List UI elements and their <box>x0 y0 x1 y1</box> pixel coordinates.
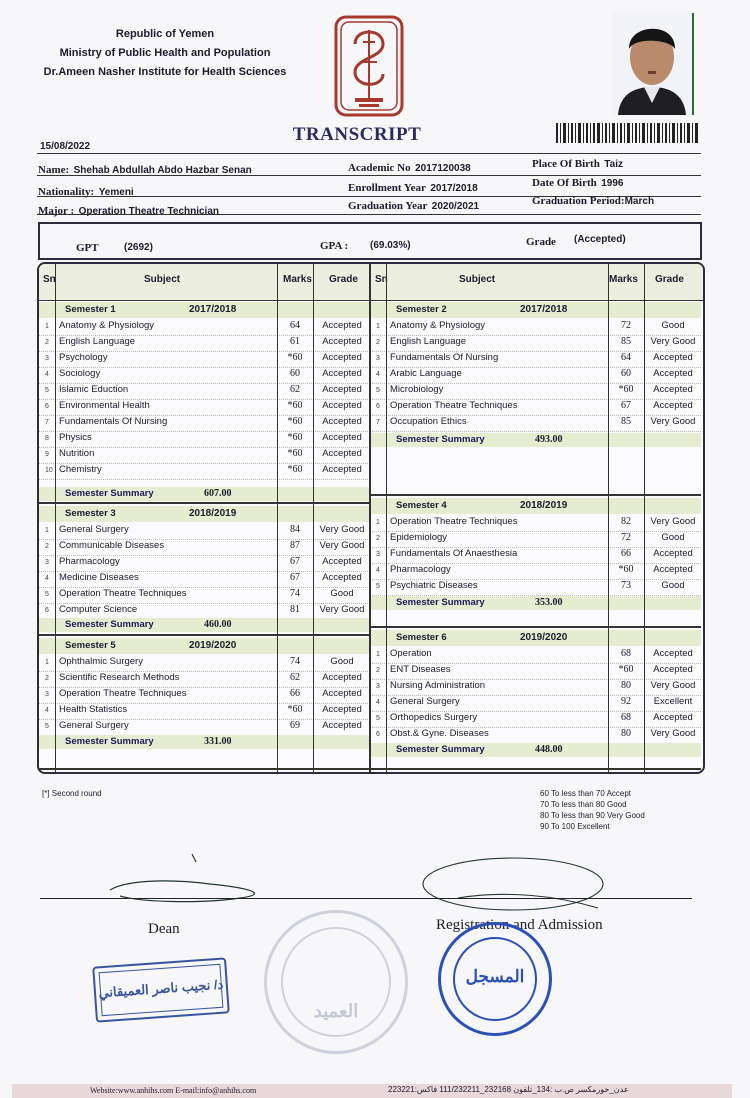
subject-marks: *60 <box>287 448 303 459</box>
col-subject: Subject <box>144 274 181 285</box>
subject-name: Fundamentals Of Nursing <box>390 352 499 363</box>
subject-grade: Good <box>661 320 685 331</box>
row-number: 1 <box>376 323 380 330</box>
subject-grade: Accepted <box>653 400 693 411</box>
subject-grade: Good <box>330 656 354 667</box>
row-number: 2 <box>376 667 380 674</box>
subject-marks: *60 <box>287 704 303 715</box>
subject-grade: Accepted <box>322 368 362 379</box>
subject-grade: Accepted <box>322 320 362 331</box>
second-round-note: [*] Second round <box>42 789 102 798</box>
subject-marks: 72 <box>621 320 631 331</box>
column-line-sn-2 <box>386 264 387 772</box>
legend-item: 60 To less than 70 Accept <box>540 789 632 798</box>
subject-name: Environmental Health <box>59 400 150 411</box>
semester-title: Semester 1 <box>65 304 116 315</box>
row-number: 3 <box>45 355 49 362</box>
row-number: 6 <box>45 607 49 614</box>
grade-value: (Accepted) <box>574 234 626 245</box>
semester-summary-value: 460.00 <box>204 619 232 630</box>
subject-marks: *60 <box>618 664 634 675</box>
nationality-label: Nationality: <box>38 186 95 198</box>
subject-grade: Very Good <box>650 336 696 347</box>
place-of-birth: Taiz <box>604 159 623 170</box>
subject-grade: Accepted <box>653 712 693 723</box>
subject-name: Orthopedics Surgery <box>390 712 478 723</box>
subject-grade: Accepted <box>322 336 362 347</box>
row-number: 3 <box>376 355 380 362</box>
document-title: TRANSCRIPT <box>292 124 422 145</box>
subject-marks: 68 <box>621 712 631 723</box>
subject-name: Sociology <box>59 368 101 379</box>
subject-grade: Very Good <box>650 728 696 739</box>
col-grade-2: Grade <box>655 274 684 285</box>
subject-grade: Good <box>330 588 354 599</box>
semester-divider <box>39 768 370 770</box>
place-of-birth-label: Place Of Birth <box>532 158 600 170</box>
footer-address: عدن_خورمكسر ص.ب :134_تلفون 232168_111/232211 فاكس:223221 <box>388 1085 629 1094</box>
column-line-subject <box>277 264 278 772</box>
row-number: 6 <box>376 731 380 738</box>
subject-grade: Very Good <box>319 524 365 535</box>
subject-name: Scientific Research Methods <box>59 672 180 683</box>
subject-name: Operation Theatre Techniques <box>390 516 518 527</box>
row-number: 3 <box>45 691 49 698</box>
subject-marks: 84 <box>290 524 300 535</box>
grade-legend <box>540 788 645 832</box>
subject-marks: *60 <box>618 564 634 575</box>
semester-summary-value: 493.00 <box>535 434 563 445</box>
semester-divider <box>39 634 370 636</box>
major: Operation Theatre Technician <box>78 206 220 217</box>
row-number: 7 <box>45 419 49 426</box>
semester-summary-value: 448.00 <box>535 744 563 755</box>
subject-grade: Very Good <box>319 604 365 615</box>
subject-marks: 67 <box>290 556 300 567</box>
subject-name: Psychiatric Diseases <box>390 580 478 591</box>
row-number: 5 <box>45 591 49 598</box>
subject-grade: Excellent <box>653 696 693 707</box>
date-of-birth-label: Date Of Birth <box>532 177 597 189</box>
subject-marks: 62 <box>290 672 300 683</box>
row-number: 1 <box>45 527 49 534</box>
subject-name: Nursing Administration <box>390 680 486 691</box>
subject-name: Medicine Diseases <box>59 572 139 583</box>
row-number: 7 <box>376 419 380 426</box>
semester-summary-label: Semester Summary <box>65 488 154 499</box>
row-number: 4 <box>45 371 49 378</box>
subject-marks: 73 <box>621 580 631 591</box>
row-number: 5 <box>45 387 49 394</box>
subject-marks: 68 <box>621 648 631 659</box>
subject-grade: Accepted <box>653 648 693 659</box>
academic-no: 2017120038 <box>415 163 471 174</box>
subject-grade: Accepted <box>653 548 693 559</box>
row-number: 4 <box>376 371 380 378</box>
subject-marks: 62 <box>290 384 300 395</box>
gpt-label: GPT <box>76 242 99 254</box>
subject-grade: Accepted <box>653 564 693 575</box>
nationality: Yemeni <box>98 187 134 198</box>
subject-name: Ophthalmic Surgery <box>59 656 143 667</box>
subject-marks: 85 <box>621 336 631 347</box>
subject-marks: 74 <box>290 656 300 667</box>
subject-name: Anatomy & Physiology <box>59 320 155 331</box>
row-number: 2 <box>376 535 380 542</box>
subject-name: Health Statistics <box>59 704 128 715</box>
semester-year: 2018/2019 <box>189 508 237 519</box>
subject-marks: *60 <box>287 464 303 475</box>
enrollment-year: 2017/2018 <box>430 183 478 194</box>
graduation-period-label: Graduation Period: <box>532 195 625 207</box>
stamp-text: د/ نجيب ناصر العميقاني <box>98 976 224 1001</box>
row-number: 1 <box>376 519 380 526</box>
subject-name: General Surgery <box>390 696 460 707</box>
subject-name: Operation <box>390 648 432 659</box>
semester-divider <box>370 494 701 496</box>
row-number: 6 <box>376 403 380 410</box>
subject-marks: 66 <box>621 548 631 559</box>
issue-date: 15/08/2022 <box>40 141 91 152</box>
graduation-year-label: Graduation Year <box>348 200 428 212</box>
subject-marks: 80 <box>621 728 631 739</box>
row-number: 8 <box>45 435 49 442</box>
row-number: 1 <box>45 323 49 330</box>
subject-grade: Accepted <box>322 720 362 731</box>
semester-divider <box>39 502 370 504</box>
subject-name: English Language <box>390 336 467 347</box>
subject-grade: Accepted <box>322 352 362 363</box>
subject-name: Operation Theatre Techniques <box>390 400 518 411</box>
semester-summary-value: 607.00 <box>204 488 232 499</box>
dean-seal <box>264 910 408 1054</box>
semester-year: 2017/2018 <box>189 304 237 315</box>
row-number: 2 <box>376 339 380 346</box>
dean-label: Dean <box>148 921 180 937</box>
col-sn: Sn <box>43 274 56 285</box>
seal-text: المسجل <box>465 967 525 986</box>
subject-marks: 80 <box>621 680 631 691</box>
row-number: 9 <box>45 451 49 458</box>
legend-item: 80 To less than 90 Very Good <box>540 811 645 820</box>
row-number: 5 <box>376 387 380 394</box>
subject-grade: Very Good <box>319 540 365 551</box>
subject-marks: *60 <box>287 416 303 427</box>
semester-divider <box>370 768 701 770</box>
subject-grade: Accepted <box>322 448 362 459</box>
semester-year: 2019/2020 <box>520 632 568 643</box>
col-subject-2: Subject <box>459 274 496 285</box>
row-divider <box>39 479 370 480</box>
row-number: 5 <box>376 715 380 722</box>
subject-name: Operation Theatre Techniques <box>59 588 187 599</box>
subject-grade: Accepted <box>322 704 362 715</box>
subject-name: Fundamentals Of Nursing <box>59 416 168 427</box>
subject-name: General Surgery <box>59 524 129 535</box>
graduation-year: 2020/2021 <box>431 201 480 212</box>
subject-name: Pharmacology <box>59 556 120 567</box>
semester-year: 2018/2019 <box>520 500 568 511</box>
subject-name: Physics <box>59 432 92 443</box>
subject-marks: 60 <box>290 368 300 379</box>
subject-grade: Accepted <box>322 672 362 683</box>
semester-title: Semester 4 <box>396 500 447 511</box>
subject-marks: 61 <box>290 336 300 347</box>
subject-marks: 67 <box>621 400 631 411</box>
row-number: 5 <box>45 723 49 730</box>
subject-marks: 64 <box>621 352 631 363</box>
semester-summary-label: Semester Summary <box>396 434 485 445</box>
legend-item: 90 To 100 Excellent <box>540 822 610 831</box>
col-sn-2: Sn <box>375 274 388 285</box>
row-number: 10 <box>45 467 53 474</box>
semester-year: 2017/2018 <box>520 304 568 315</box>
institute-logo <box>333 14 405 118</box>
row-number: 4 <box>45 707 49 714</box>
subject-name: Operation Theatre Techniques <box>59 688 187 699</box>
semester-summary-label: Semester Summary <box>396 597 485 608</box>
name-label: Name: <box>38 164 70 176</box>
subject-name: Chemistry <box>59 464 102 475</box>
row-number: 4 <box>376 567 380 574</box>
subject-marks: 60 <box>621 368 631 379</box>
subject-name: General Surgery <box>59 720 129 731</box>
subject-marks: *60 <box>618 384 634 395</box>
subject-marks: 66 <box>290 688 300 699</box>
semester-year: 2019/2020 <box>189 640 237 651</box>
subject-name: Pharmacology <box>390 564 451 575</box>
subject-marks: 72 <box>621 532 631 543</box>
semester-title: Semester 2 <box>396 304 447 315</box>
subject-name: Computer Science <box>59 604 138 615</box>
ministry-name: Ministry of Public Health and Population <box>59 47 271 59</box>
semester-divider <box>370 626 701 628</box>
major-label: Major : <box>38 205 75 217</box>
subject-grade: Very Good <box>650 680 696 691</box>
subject-marks: *60 <box>287 352 303 363</box>
subject-name: ENT Diseases <box>390 664 451 675</box>
semester-title: Semester 6 <box>396 632 447 643</box>
grade-label: Grade <box>526 236 556 248</box>
column-line-marks-2 <box>644 264 645 772</box>
column-line-sn <box>55 264 56 772</box>
footer-contact: Website:www.anhihs.com E-mail:info@anhihs.com <box>90 1086 257 1095</box>
subject-grade: Accepted <box>653 384 693 395</box>
subject-marks: 67 <box>290 572 300 583</box>
row-number: 4 <box>45 575 49 582</box>
registration-signature <box>418 850 608 920</box>
subject-name: Anatomy & Physiology <box>390 320 486 331</box>
subject-name: Psychology <box>59 352 108 363</box>
semester-title: Semester 3 <box>65 508 116 519</box>
registration-label: Registration and Admission <box>436 917 603 933</box>
subject-name: Arabic Language <box>390 368 462 379</box>
subject-grade: Good <box>661 532 685 543</box>
subject-marks: 74 <box>290 588 300 599</box>
subject-marks: 85 <box>621 416 631 427</box>
subject-name: Nutrition <box>59 448 95 459</box>
subject-name: Microbiology <box>390 384 444 395</box>
country-name: Republic of Yemen <box>115 28 215 40</box>
institute-name: Dr.Ameen Nasher Institute for Health Sciences <box>43 66 287 78</box>
subject-grade: Good <box>661 580 685 591</box>
subject-grade: Very Good <box>650 416 696 427</box>
row-number: 2 <box>45 675 49 682</box>
row-number: 3 <box>45 559 49 566</box>
subject-grade: Accepted <box>322 416 362 427</box>
subject-name: Epidemiology <box>390 532 448 543</box>
barcode <box>556 123 699 143</box>
graduation-period: March <box>624 196 655 207</box>
column-line-marks <box>313 264 314 772</box>
dean-signature <box>100 850 270 910</box>
subject-name: Occupation Ethics <box>390 416 467 427</box>
row-number: 5 <box>376 583 380 590</box>
legend-item: 70 To less than 80 Good <box>540 800 627 809</box>
column-line-center <box>369 264 371 772</box>
subject-name: Obst.& Gyne. Diseases <box>390 728 489 739</box>
row-number: 3 <box>376 551 380 558</box>
student-name: Shehab Abdullah Abdo Hazbar Senan <box>73 165 252 176</box>
row-number: 1 <box>376 651 380 658</box>
subject-marks: 64 <box>290 320 300 331</box>
subject-name: Islamic Eduction <box>59 384 129 395</box>
subject-grade: Accepted <box>653 352 693 363</box>
subject-grade: Accepted <box>653 664 693 675</box>
gpa-box <box>38 222 702 260</box>
subject-marks: *60 <box>287 432 303 443</box>
table-header <box>39 264 703 301</box>
column-line-subject-2 <box>608 264 609 772</box>
seal-text: العميد <box>313 1001 359 1021</box>
row-number: 1 <box>45 659 49 666</box>
subject-grade: Accepted <box>322 400 362 411</box>
academic-no-label: Academic No <box>348 162 411 174</box>
date-of-birth: 1996 <box>601 178 624 189</box>
row-number: 2 <box>45 543 49 550</box>
enrollment-year-label: Enrollment Year <box>348 182 426 194</box>
row-number: 4 <box>376 699 380 706</box>
subject-marks: 87 <box>290 540 300 551</box>
subject-marks: 69 <box>290 720 300 731</box>
subject-grade: Accepted <box>322 556 362 567</box>
col-marks-2: Marks <box>609 274 638 285</box>
subject-grade: Accepted <box>322 572 362 583</box>
gpa-label: GPA : <box>320 240 349 252</box>
subject-marks: 81 <box>290 604 300 615</box>
semester-summary-value: 331.00 <box>204 736 232 747</box>
subject-grade: Very Good <box>650 516 696 527</box>
grades-table <box>37 262 705 774</box>
row-number: 2 <box>45 339 49 346</box>
subject-name: Fundamentals Of Anaesthesia <box>390 548 518 559</box>
subject-name: English Language <box>59 336 136 347</box>
col-marks: Marks <box>283 274 312 285</box>
registration-seal <box>438 922 552 1036</box>
row-divider <box>370 431 701 432</box>
subject-grade: Accepted <box>322 464 362 475</box>
subject-marks: 82 <box>621 516 631 527</box>
student-photo <box>612 13 694 115</box>
semester-summary-value: 353.00 <box>535 597 563 608</box>
doctor-name-stamp <box>92 957 230 1022</box>
subject-grade: Accepted <box>322 688 362 699</box>
gpa-value: (69.03%) <box>370 240 411 251</box>
row-number: 6 <box>45 403 49 410</box>
row-number: 3 <box>376 683 380 690</box>
subject-marks: 92 <box>621 696 631 707</box>
subject-name: Communicable Diseases <box>59 540 165 551</box>
subject-grade: Accepted <box>653 368 693 379</box>
subject-grade: Accepted <box>322 384 362 395</box>
subject-grade: Accepted <box>322 432 362 443</box>
subject-marks: *60 <box>287 400 303 411</box>
col-grade: Grade <box>329 274 358 285</box>
semester-title: Semester 5 <box>65 640 116 651</box>
semester-summary-label: Semester Summary <box>396 744 485 755</box>
gpt-value: (2692) <box>124 242 153 253</box>
semester-summary-label: Semester Summary <box>65 736 154 747</box>
semester-summary-label: Semester Summary <box>65 619 154 630</box>
